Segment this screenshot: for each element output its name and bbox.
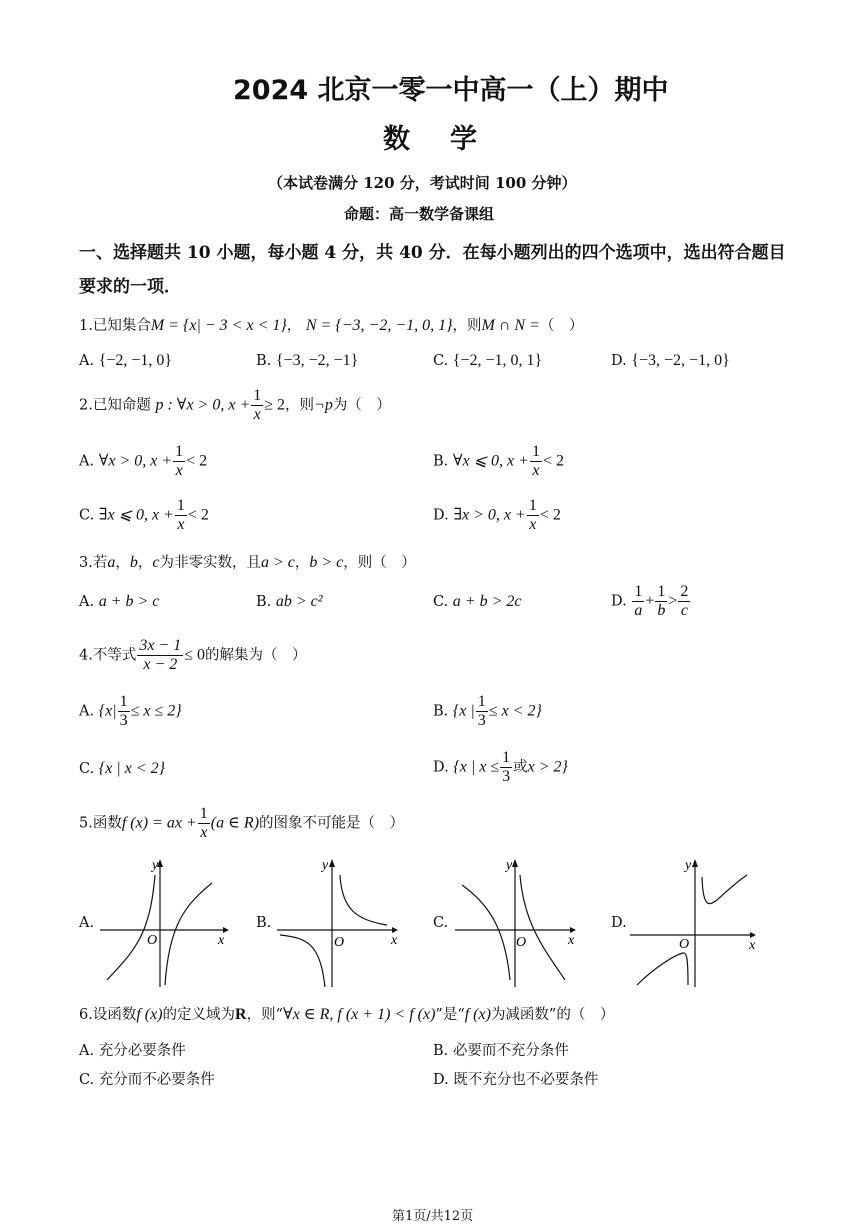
q3-var-a: a <box>107 554 116 571</box>
q6-number: 6. <box>79 1007 93 1023</box>
subject-title: 数学 <box>383 124 517 155</box>
q6-text: ，则“ <box>246 1007 284 1023</box>
option-post: < 2 <box>542 452 564 470</box>
q6-option-a[interactable] <box>79 1039 186 1060</box>
q3-option-d[interactable] <box>611 584 691 619</box>
q5-domain: (a ∈ R) <box>210 814 260 832</box>
q3-option-c[interactable] <box>433 593 522 611</box>
q2-option-b[interactable] <box>433 444 564 479</box>
option-label: D. <box>611 593 627 610</box>
q5-option-d-label[interactable]: D. <box>611 915 627 931</box>
option-pre: {x | <box>452 702 475 720</box>
option-fraction <box>527 498 539 533</box>
fraction-denominator: x <box>532 462 540 479</box>
question-2 <box>79 388 391 423</box>
option-text: a + b > c <box>98 593 160 610</box>
q6-text: 设函数 <box>92 1007 137 1023</box>
q2-text: 已知命题 <box>92 397 151 414</box>
option-mid: 或 <box>513 759 528 776</box>
q6-reals: R <box>235 1006 247 1023</box>
fraction-numerator: 1 <box>199 805 208 822</box>
fraction-numerator: 1 <box>477 693 486 710</box>
q3-var-c: c <box>152 554 160 571</box>
q1-number: 1. <box>79 318 93 334</box>
y-axis-label: y <box>506 858 513 873</box>
q3-sep: ， <box>115 555 130 571</box>
option-text: {−3, −2, −1} <box>275 352 359 369</box>
q6-option-d[interactable] <box>433 1068 598 1089</box>
curve-left <box>462 885 510 980</box>
fraction-denominator: a <box>634 602 643 619</box>
fraction-numerator: 1 <box>175 443 184 460</box>
plus-sign: + <box>645 592 655 610</box>
q3-cond: a > c <box>260 554 295 571</box>
fraction-numerator: 1 <box>657 583 666 600</box>
q3-sep: ， <box>137 555 153 571</box>
q3-cond: b > c <box>309 554 344 571</box>
fraction-denominator: b <box>657 602 666 619</box>
q3-number: 3. <box>79 555 93 571</box>
fraction-denominator: 3 <box>502 768 511 785</box>
option-text: 充分而不必要条件 <box>98 1072 215 1088</box>
q3-post: ，则（ ） <box>343 555 416 571</box>
q4-option-b[interactable] <box>433 694 542 729</box>
q3-var-b: b <box>129 554 138 571</box>
fraction-denominator: c <box>680 602 688 619</box>
option-text: {−2, −1, 0, 1} <box>452 352 543 369</box>
q4-le0: ≤ 0 <box>184 646 206 664</box>
option-text: 必要而不充分条件 <box>452 1043 569 1059</box>
fraction-denominator: x <box>175 462 183 479</box>
y-axis-label: y <box>322 858 329 873</box>
origin-label: O <box>147 933 158 948</box>
q2-option-d[interactable] <box>433 498 561 533</box>
q5-graph-c <box>450 855 590 990</box>
fraction-numerator: 1 <box>119 693 128 710</box>
q1-set-n: N = {−3, −2, −1, 0, 1} <box>305 317 453 334</box>
q6-option-c[interactable] <box>79 1068 215 1089</box>
q2-prop-pre: p : ∀x > 0, x + <box>155 396 251 414</box>
option-label: C. <box>79 507 95 524</box>
y-axis-label: y <box>685 858 692 873</box>
q6-fx: f (x) <box>136 1006 163 1023</box>
section-heading-line1: 一、选择题共 10 小题，每小题 4 分，共 40 分．在每小题列出的四个选项中，选出符合题目 <box>79 243 786 263</box>
q4-option-c[interactable] <box>79 760 165 778</box>
fraction-denominator: x − 2 <box>143 656 178 673</box>
q1-set-m: M = {x| − 3 < x < 1} <box>150 317 287 334</box>
option-label: A. <box>79 453 95 470</box>
option-fraction <box>476 694 488 729</box>
option-pre: ∃x > 0, x + <box>453 506 526 524</box>
option-post: < 2 <box>187 506 209 524</box>
q3-option-b[interactable] <box>256 593 323 611</box>
question-1 <box>79 314 583 335</box>
curve-right <box>165 883 212 985</box>
fraction-numerator: 1 <box>253 387 262 404</box>
origin-label: O <box>516 935 527 950</box>
x-axis-label: x <box>218 933 225 948</box>
q2-fraction <box>251 388 263 423</box>
option-label: C. <box>79 761 95 777</box>
option-text: {−2, −1, 0} <box>98 352 173 369</box>
origin-label: O <box>334 935 345 950</box>
q5-option-c-label[interactable]: C. <box>433 915 449 931</box>
option-pre: {x| <box>98 702 117 720</box>
q5-option-a-label[interactable]: A. <box>79 915 95 931</box>
q1-option-b[interactable] <box>256 352 358 370</box>
q5-graph-d <box>625 855 765 990</box>
fraction-numerator: 1 <box>531 443 540 460</box>
q5-function: f (x) = ax + <box>121 814 197 832</box>
question-6 <box>79 1003 614 1024</box>
q6-option-b[interactable] <box>433 1039 569 1060</box>
q5-number: 5. <box>79 815 93 832</box>
fraction-numerator: 1 <box>176 497 185 514</box>
x-axis-label: x <box>391 933 398 948</box>
option-label: C. <box>433 594 449 610</box>
option-fraction <box>632 584 644 619</box>
option-label: B. <box>256 594 272 610</box>
question-4 <box>79 638 307 673</box>
fraction-numerator: 1 <box>528 497 537 514</box>
exam-title: 2024 北京一零一中高一（上）期中 <box>233 75 669 106</box>
option-post: x > 2} <box>527 758 568 776</box>
q5-graph-b <box>272 855 412 990</box>
option-label: B. <box>433 703 449 720</box>
q3-option-a[interactable] <box>79 593 159 611</box>
q4-number: 4. <box>79 647 93 664</box>
question-5 <box>79 806 404 841</box>
option-fraction <box>118 694 130 729</box>
option-label: A. <box>79 703 95 720</box>
q6-text: 的定义域为 <box>162 1007 236 1023</box>
gt-sign: > <box>668 592 678 610</box>
q2-mid: ，则 <box>285 397 315 414</box>
curve-left <box>637 953 688 985</box>
q2-option-c[interactable] <box>79 498 209 533</box>
option-post: < 2 <box>539 506 561 524</box>
fraction-numerator: 3x − 1 <box>139 637 182 654</box>
option-post: ≤ x ≤ 2} <box>130 702 182 720</box>
q1-paren: （ ） <box>539 318 584 334</box>
option-fraction <box>175 498 187 533</box>
q3-sep: ， <box>294 555 310 571</box>
section-heading-line2: 要求的一项． <box>79 277 181 297</box>
q4-text: 不等式 <box>92 647 137 664</box>
q4-post: 的解集为（ ） <box>205 647 307 664</box>
option-fraction <box>500 750 512 785</box>
q1-text: 已知集合 <box>92 318 151 334</box>
option-label: B. <box>256 353 272 369</box>
q5-fraction <box>198 806 210 841</box>
q6-text: ”是“ <box>435 1007 465 1023</box>
curve-right <box>702 875 747 904</box>
fraction-denominator: x <box>253 406 261 423</box>
q1-option-d[interactable] <box>611 352 730 370</box>
origin-label: O <box>679 937 690 952</box>
option-text: {x | x < 2} <box>98 760 165 777</box>
option-post: ≤ x < 2} <box>488 702 542 720</box>
curve-left <box>280 935 325 987</box>
q6-text: 为减函数”的（ ） <box>490 1007 615 1023</box>
option-fraction <box>173 444 185 479</box>
x-axis-label: x <box>568 933 575 948</box>
q1-option-a[interactable] <box>79 352 172 370</box>
q1-expression: M ∩ N = <box>481 317 540 334</box>
fraction-numerator: 1 <box>634 583 643 600</box>
fraction-denominator: 3 <box>119 712 128 729</box>
option-text: ab > c² <box>275 593 323 610</box>
option-label: A. <box>79 594 95 610</box>
q3-text: 若 <box>92 555 108 571</box>
option-fraction <box>678 584 690 619</box>
fraction-numerator: 1 <box>502 749 511 766</box>
option-pre: {x | x ≤ <box>453 758 500 776</box>
option-label: D. <box>611 353 627 369</box>
x-axis-label: x <box>749 938 756 953</box>
exam-author: 命题：高一数学备课组 <box>344 205 495 223</box>
option-pre: ∃x ⩽ 0, x + <box>98 506 174 524</box>
option-post: < 2 <box>186 452 208 470</box>
q6-fx: f (x) <box>464 1006 491 1023</box>
exam-note: （本试卷满分 120 分，考试时间 100 分钟） <box>268 174 577 192</box>
q2-option-a[interactable] <box>79 444 207 479</box>
q5-graph-a <box>95 855 235 990</box>
q1-comma: ， <box>286 318 302 334</box>
curve-left <box>107 875 158 980</box>
q4-option-a[interactable] <box>79 694 182 729</box>
fraction-denominator: 3 <box>477 712 486 729</box>
option-text: {−3, −2, −1, 0} <box>631 352 730 369</box>
y-axis-label: y <box>152 858 159 873</box>
option-fraction <box>530 444 542 479</box>
q2-post: 为（ ） <box>332 397 391 414</box>
q4-fraction <box>137 638 183 673</box>
option-label: D. <box>433 507 449 524</box>
q2-number: 2. <box>79 397 93 414</box>
curve-right <box>340 875 387 925</box>
option-text: 既不充分也不必要条件 <box>453 1072 599 1088</box>
option-label: B. <box>433 453 449 470</box>
option-label: D. <box>433 1072 449 1088</box>
q5-text: 函数 <box>92 815 122 832</box>
q4-option-d[interactable] <box>433 750 568 785</box>
fraction-denominator: x <box>200 824 208 841</box>
option-pre: ∀x ⩽ 0, x + <box>452 452 529 470</box>
q6-condition: ∀x ∈ R, f (x + 1) < f (x) <box>283 1006 436 1023</box>
q2-negp: ¬p <box>314 396 333 414</box>
fraction-denominator: x <box>529 516 537 533</box>
fraction-denominator: x <box>177 516 185 533</box>
option-label: C. <box>433 353 449 369</box>
q2-prop-post: ≥ 2 <box>264 396 286 414</box>
curve-right <box>520 875 565 980</box>
option-text: 充分必要条件 <box>98 1043 186 1059</box>
q5-post: 的图象不可能是（ ） <box>259 815 405 832</box>
option-label: B. <box>433 1043 449 1059</box>
option-label: D. <box>433 759 449 776</box>
q3-text: 为非零实数，且 <box>159 555 261 571</box>
option-label: A. <box>79 1043 95 1059</box>
q5-option-b-label[interactable]: B. <box>256 915 272 931</box>
option-label: C. <box>79 1072 95 1088</box>
page-footer: 第1页/共12页 <box>392 1209 474 1224</box>
q1-option-c[interactable] <box>433 352 542 370</box>
option-fraction <box>655 584 667 619</box>
q1-mid: ，则 <box>452 318 482 334</box>
option-pre: ∀x > 0, x + <box>98 452 173 470</box>
fraction-numerator: 2 <box>680 583 689 600</box>
option-label: A. <box>79 353 95 369</box>
option-text: a + b > 2c <box>452 593 522 610</box>
question-3 <box>79 551 416 572</box>
